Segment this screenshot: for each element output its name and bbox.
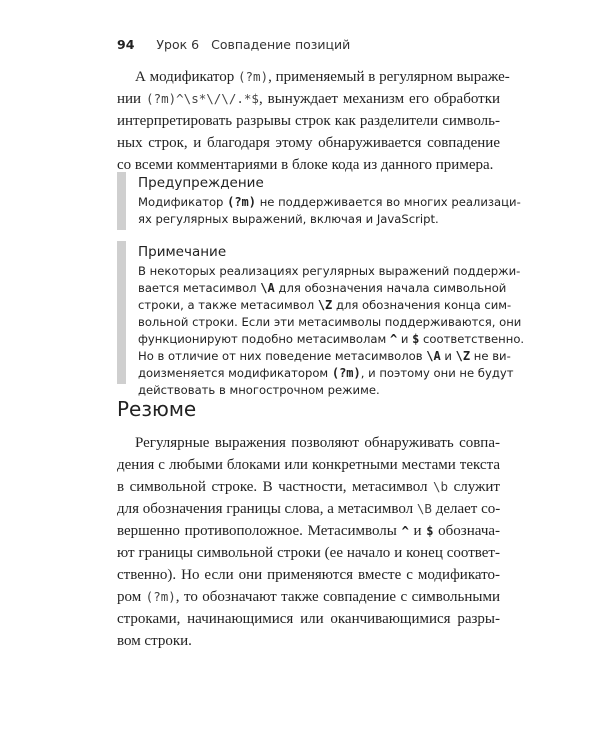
- summary-line-10: вом строки.: [117, 633, 192, 649]
- warning-box: [117, 172, 521, 230]
- note-line-5: функционируют подобно метасимволам ^ и $ соответственно.: [138, 332, 525, 346]
- intro-line-4: ных строк, и благодаря этому обнаруживается совпадение: [117, 135, 500, 151]
- summary-line-4: для обозначения границы слова, а метасимвол \B делает со-: [117, 501, 501, 517]
- summary-line-5: вершенно противоположное. Метасимволы ^ и $ обознача-: [117, 523, 501, 539]
- running-header: [117, 37, 497, 55]
- page-number: 94: [117, 37, 135, 52]
- note-title: Примечание: [138, 244, 227, 260]
- intro-line-3: интерпретировать разрывы строк как разделители символь-: [117, 113, 500, 129]
- intro-line-1: А модификатор (?m), применяемый в регулярном выраже-: [135, 69, 510, 85]
- summary-line-8: ром (?m), то обозначают также совпадение с символьными: [117, 589, 500, 605]
- intro-line-2: нии (?m)^\s*\/\/.*$, вынуждает механизм его обработки: [117, 91, 501, 107]
- chapter-title: Совпадение позиций: [211, 37, 351, 52]
- summary-paragraph: [117, 432, 500, 652]
- note-body: [138, 263, 525, 399]
- intro-paragraph: [117, 66, 510, 176]
- intro-line-5: со всеми комментариями в блоке кода из данного примера.: [117, 157, 494, 173]
- lesson-label: Урок 6: [156, 37, 200, 52]
- summary-line-6: ют границы символьной строки (ее начало и конец соответ-: [117, 545, 500, 561]
- warning-title: Предупреждение: [138, 175, 264, 191]
- code-regex: (?m)^\s*\/\/.*$: [146, 91, 259, 106]
- note-line-3: строки, а также метасимвол \Z для обозначения конца сим-: [138, 298, 512, 312]
- warning-line-2: ях регулярных выражений, включая и JavaScript.: [138, 212, 439, 226]
- section-title-summary: Резюме: [117, 397, 197, 421]
- warning-line-1: Модификатор (?m) не поддерживается во многих реализаци-: [138, 195, 521, 209]
- note-line-1: В некоторых реализациях регулярных выражений поддержи-: [138, 264, 521, 278]
- note-line-7: доизменяется модификатором (?m), и поэтому они не будут: [138, 366, 514, 380]
- summary-line-1: Регулярные выражения позволяют обнаруживать совпа-: [135, 435, 500, 451]
- note-line-4: вольной строки. Если эти метасимволы поддерживаются, они: [138, 315, 522, 329]
- summary-line-3: в символьной строке. В частности, метасимвол \b служит: [117, 479, 500, 495]
- code-modifier: (?m): [238, 69, 269, 84]
- summary-line-7: ственно). Но если они применяются вместе с модификато-: [117, 567, 500, 583]
- note-line-8: действовать в многострочном режиме.: [138, 383, 380, 397]
- warning-body: [138, 194, 521, 228]
- note-box: [117, 241, 525, 397]
- code-modifier: (?m): [227, 195, 257, 209]
- note-line-6: Но в отличие от них поведение метасимволов \A и \Z не ви-: [138, 349, 511, 363]
- note-line-2: вается метасимвол \A для обозначения начала символьной: [138, 281, 507, 295]
- summary-line-9: строками, начинающимися или оканчивающимися разры-: [117, 611, 500, 627]
- summary-line-2: дения с любыми блоками или конкретными местами текста: [117, 457, 500, 473]
